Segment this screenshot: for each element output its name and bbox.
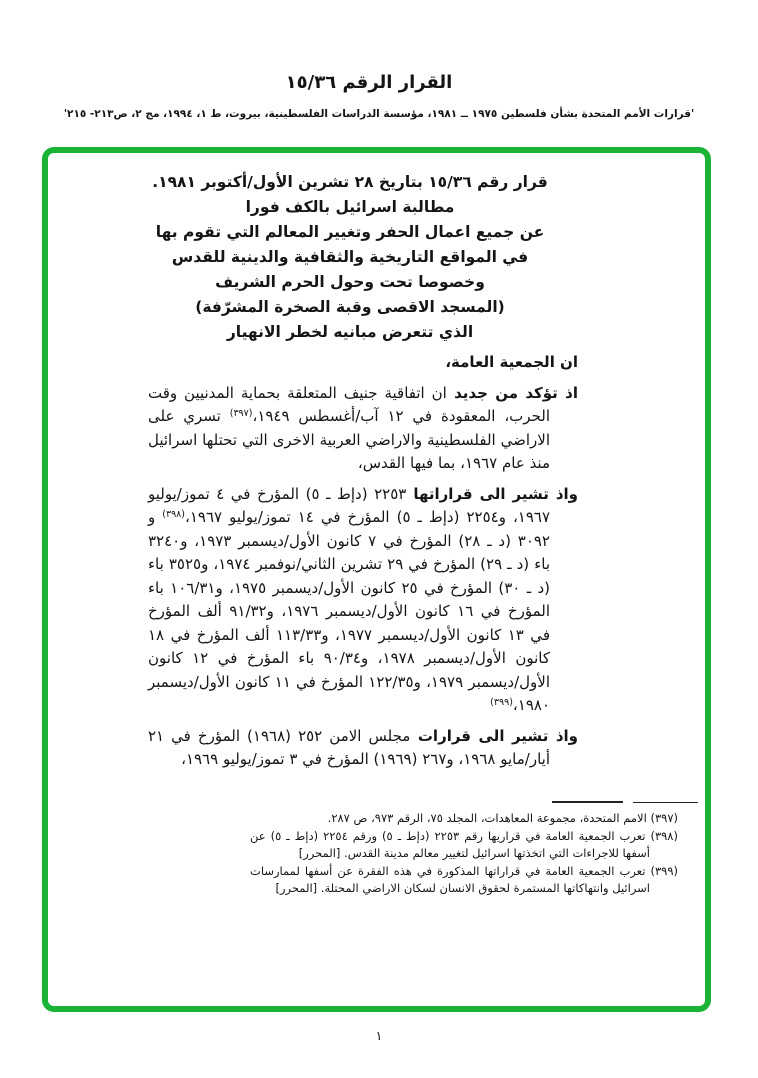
text-segment: مجلس الامن ٢٥٢ (١٩٦٨) المؤرخ في ٢١ أيار/مايو ١٩٦٨، و٢٦٧ (١٩٦٩) المؤرخ في ٣ تموز/يوليو ١٩٦٩، [148, 726, 550, 768]
text-segment: واذ تشير الى قرارات [410, 726, 578, 745]
page-title: القرار الرقم ١٥/٣٦ [285, 72, 453, 93]
resolution-title-line: الذي تتعرض مبانيه لخطر الانهيار [226, 323, 474, 341]
footnote-item: (٣٩٧) الامم المتحدة، مجموعة المعاهدات، المجلد ٧٥، الرقم ٩٧٣، ص ٢٨٧. [327, 811, 678, 825]
footnote-separator [552, 801, 623, 803]
resolution-title-block [148, 170, 552, 345]
body-paragraph [148, 382, 578, 476]
footnote-separator-thin [633, 802, 698, 803]
text-segment: واذ تشير الى قراراتها [406, 484, 579, 503]
footnotes-block [250, 810, 678, 898]
resolution-title-line: وخصوصا تحت وحول الحرم الشريف [215, 273, 485, 291]
source-citation: 'قرارات الأمم المتحدة بشأن فلسطين ١٩٧٥ ــ ١٩٨١، مؤسسة الدراسات الفلسطينية، بيروت، ط ١، ١٩٩٤، مج ٢، ص٢١٣- ٢١٥' [63, 108, 695, 120]
footnote-ref: (٣٩٨) [162, 509, 185, 520]
footnote-ref: (٣٩٩) [490, 697, 513, 708]
resolution-title-line: مطالبة اسرائيل بالكف فورا [245, 198, 455, 216]
body-paragraph [148, 483, 578, 718]
footnote-item: (٣٩٩) تعرب الجمعية العامة في قراراتها المذكورة في هذه الفقرة عن أسفها لممارسات اسرائيل وانتهاكاتها المستمرة لحقوق الانسان لسكان الاراضي المحتلة. [المحرر] [250, 863, 678, 895]
text-segment: ان الجمعية العامة، [445, 353, 578, 371]
text-segment: و ٣٠٩٢ (د ـ ٢٨) المؤرخ في ٧ كانون الأول/ديسمبر ١٩٧٣، و٣٢٤٠ باء (د ـ ٢٩) المؤرخ في ٢٩ تشرين الثاني/نوفمبر ١٩٧٤، و٣٥٢٥ باء (د ـ ٣٠) المؤرخ في ٢٥ كانون الأول/ديسمبر ١٩٧٥، و١٠٦/٣١ باء المؤرخ في ١٦ كانون الأول/ديسمبر ١٩٧٦، و٩١/٣٢ ألف المؤرخ في ١٣ كانون الأول/ديسمبر ١٩٧٧، و١١٣/٣٣ ألف المؤرخ في ١٨ كانون الأول/ديسمبر ١٩٧٨، و٩٠/٣٤ باء المؤرخ في ١٢ كانون الأول/ديسمبر ١٩٧٩، و١٢٢/٣٥ المؤرخ في ١١ كانون الأول/ديسمبر ١٩٨٠، [148, 508, 551, 714]
resolution-title-line: (المسجد الاقصى وقبة الصخرة المشرّفة) [195, 298, 505, 316]
text-segment: تسري على الاراضي الفلسطينية والاراضي العربية الاخرى التي تحتلها اسرائيل منذ عام ١٩٦٧، بما فيها القدس، [148, 407, 550, 472]
resolution-title-line: في المواقع التاريخية والثقافية والدينية للقدس [171, 248, 529, 266]
text-segment: ٢٢٥٣ (دإط ـ ٥) المؤرخ في ٤ تموز/يوليو ١٩٦٧، و٢٢٥٤ (دإط ـ ٥) المؤرخ في ١٤ تموز/يوليو ١٩٦٧، [148, 484, 551, 526]
page-number: ١ [375, 1028, 383, 1043]
body-block [148, 351, 578, 779]
footnote-ref: (٣٩٧) [229, 408, 253, 419]
resolution-title-line: قرار رقم ١٥/٣٦ بتاريخ ٢٨ تشرين الأول/أكتوبر ١٩٨١. [152, 173, 548, 191]
resolution-title-line: عن جميع اعمال الحفر وتغيير المعالم التي تقوم بها [155, 223, 545, 241]
text-segment: اذ تؤكد من جديد [446, 383, 578, 402]
text-segment: ان اتفاقية جنيف المتعلقة بحماية المدنيين وقت الحرب، المعقودة في ١٢ آب/أغسطس ١٩٤٩، [148, 383, 550, 425]
footnote-item: (٣٩٨) تعرب الجمعية العامة في قراريها رقم ٢٢٥٣ (دإط ـ ٥) ورقم ٢٢٥٤ (دإط ـ ٥) عن أسفها للاجراءات التي اتخذتها اسرائيل لتغيير معالم مدينة القدس. [المحرر] [250, 828, 678, 860]
body-paragraph [148, 725, 578, 772]
body-paragraph [148, 351, 578, 375]
